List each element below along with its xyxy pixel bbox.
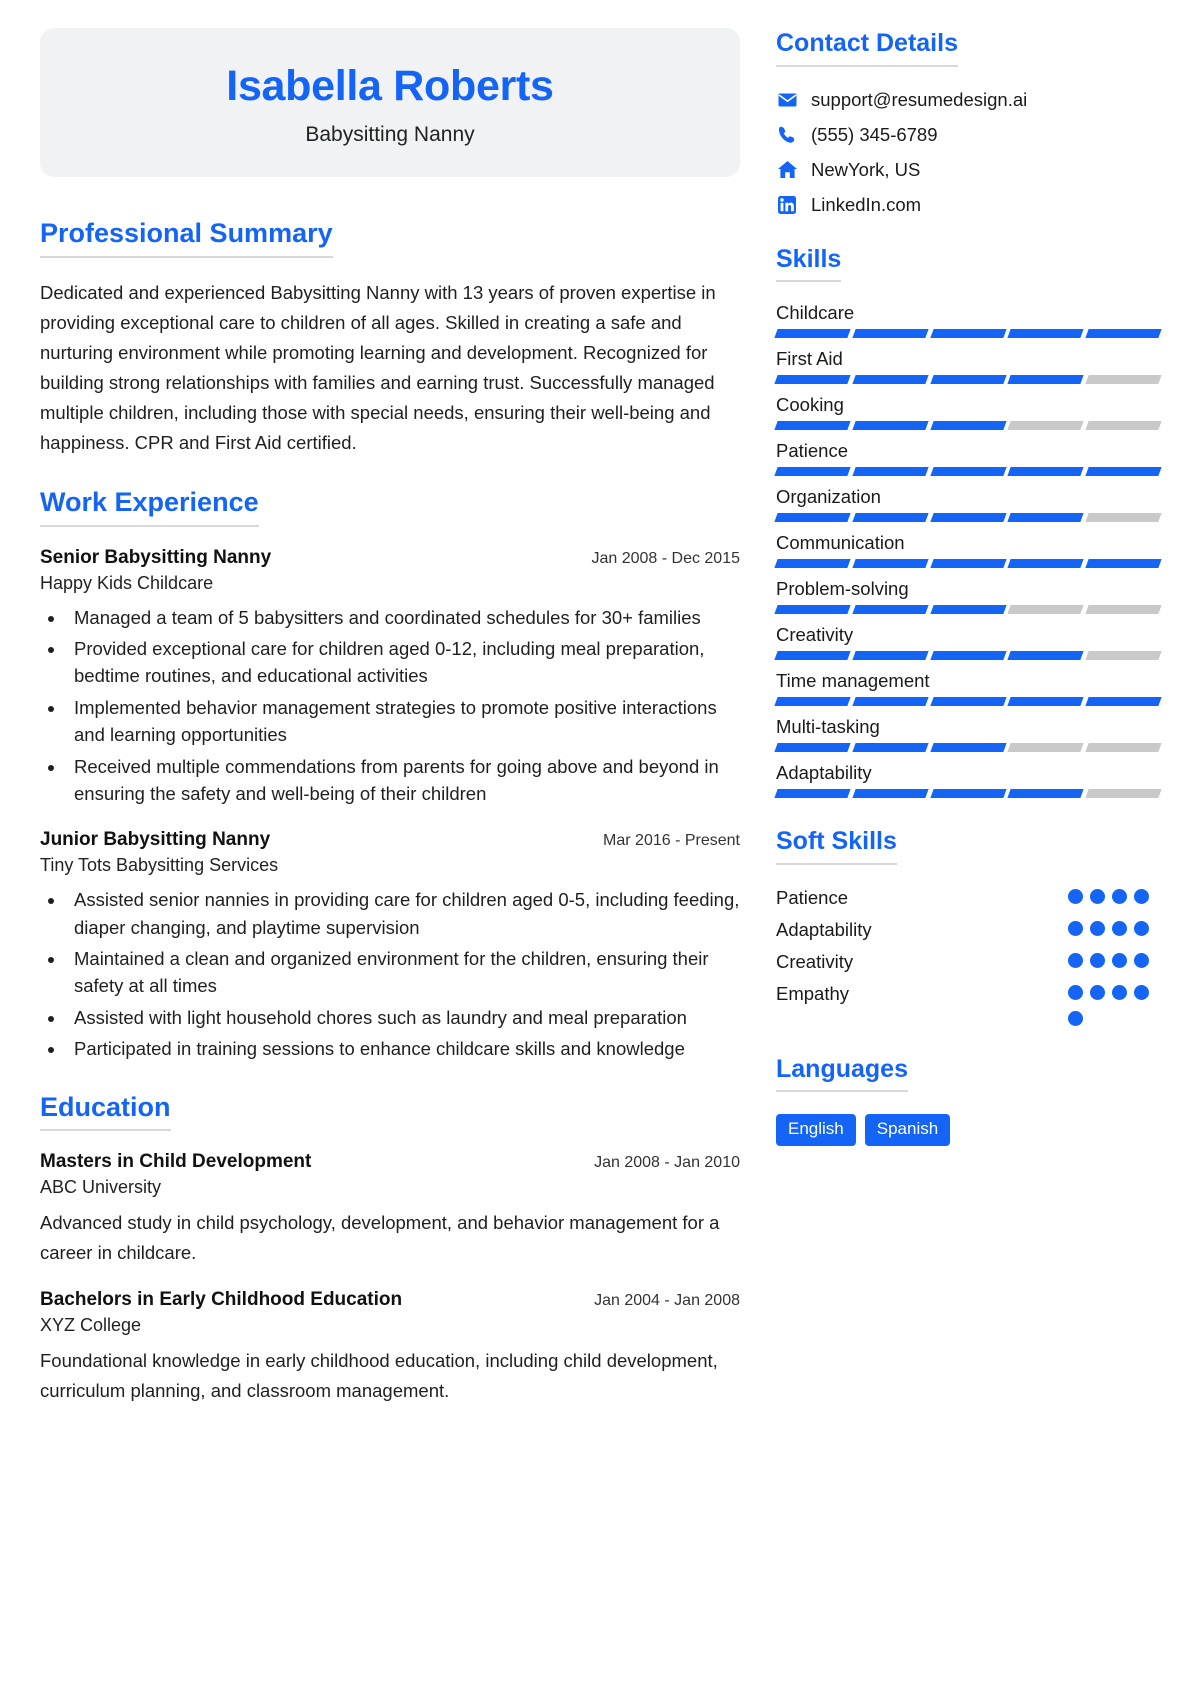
entry-bullet: • Maintained a clean and organized environment for the children, ensuring their safety at all times [66, 945, 740, 1000]
skill-item [776, 670, 1160, 706]
skill-bar-segment [774, 697, 850, 706]
entry-organization: Tiny Tots Babysitting Services [40, 855, 279, 876]
soft-skill-dot [1112, 889, 1127, 904]
skill-level-bar [776, 743, 1160, 752]
skill-label: Multi-tasking [776, 716, 880, 737]
soft-skill-item [776, 885, 1160, 909]
entry-title: Senior Babysitting Nanny [40, 546, 272, 568]
skill-bar-segment [1086, 697, 1162, 706]
contact-row[interactable] [776, 124, 1160, 146]
entry-title: Bachelors in Early Childhood Education [40, 1289, 403, 1311]
entry-header [40, 1289, 740, 1311]
entry-bullet-list [66, 604, 740, 808]
entry-date: Mar 2016 - Present [603, 832, 740, 850]
skill-label: Adaptability [776, 762, 872, 783]
skill-label: Problem-solving [776, 578, 909, 599]
skill-bar-segment [930, 697, 1006, 706]
linkedin-icon [776, 195, 798, 215]
skill-bar-segment [1008, 789, 1084, 798]
skill-bar-segment [1086, 559, 1162, 568]
skill-bar-segment [930, 375, 1006, 384]
skill-bar-segment [852, 421, 928, 430]
skill-bar-segment [1008, 651, 1084, 660]
skill-item [776, 348, 1160, 384]
skill-bar-segment [852, 605, 928, 614]
languages-section [776, 1056, 1160, 1146]
skill-bar-segment [1008, 467, 1084, 476]
skills-heading: Skills [776, 246, 841, 283]
skill-bar-segment [930, 467, 1006, 476]
soft-skill-dot [1134, 889, 1149, 904]
contact-value: LinkedIn.com [811, 193, 922, 215]
entry-date: Jan 2004 - Jan 2008 [594, 1292, 740, 1310]
soft-skills-heading: Soft Skills [776, 828, 897, 865]
skill-bar-segment [1086, 651, 1162, 660]
soft-skill-dot [1068, 953, 1083, 968]
soft-skill-dot [1134, 921, 1149, 936]
skill-bar-segment [852, 375, 928, 384]
summary-heading: Professional Summary [40, 219, 333, 258]
skill-label: Communication [776, 532, 905, 553]
soft-skill-label: Creativity [776, 950, 854, 972]
contact-value: support@resumedesign.ai [811, 88, 1028, 110]
education-entry [40, 1151, 740, 1267]
skill-bar-segment [774, 559, 850, 568]
skill-bar-segment [1008, 605, 1084, 614]
skill-bar-segment [1008, 743, 1084, 752]
skill-bar-segment [852, 743, 928, 752]
language-chip[interactable]: English [776, 1114, 856, 1146]
skill-bar-segment [774, 605, 850, 614]
soft-skill-dot [1090, 985, 1105, 1000]
education-section [40, 1093, 740, 1406]
skill-label: Time management [776, 670, 930, 691]
work-heading: Work Experience [40, 488, 259, 527]
entry-description: Foundational knowledge in early childhood education, including child development, curriculum planning, and classroom management. [40, 1350, 718, 1401]
skill-bar-segment [930, 789, 1006, 798]
entry-header [40, 829, 740, 851]
entry-title: Junior Babysitting Nanny [40, 829, 271, 851]
entry-header [40, 1151, 740, 1173]
skill-level-bar [776, 421, 1160, 430]
skill-bar-segment [1008, 513, 1084, 522]
skill-label: Patience [776, 440, 848, 461]
skill-bar-segment [774, 743, 850, 752]
envelope-icon [776, 90, 798, 110]
contact-row[interactable] [776, 89, 1160, 111]
work-entry-list [40, 547, 740, 1063]
skill-bar-segment [930, 421, 1006, 430]
skill-bar-segment [1008, 329, 1084, 338]
skill-bar-segment [774, 651, 850, 660]
skill-item [776, 578, 1160, 614]
entry-bullet-list [66, 886, 740, 1062]
soft-skill-dot [1112, 921, 1127, 936]
soft-skill-dot [1090, 889, 1105, 904]
soft-skill-dot [1068, 1011, 1083, 1026]
skill-item [776, 762, 1160, 798]
entry-bullet: • Implemented behavior management strategies to promote positive interactions and learning opportunities [66, 694, 740, 749]
soft-skill-dot [1068, 889, 1083, 904]
skill-item [776, 440, 1160, 476]
skill-bar-segment [1086, 513, 1162, 522]
skill-level-bar [776, 559, 1160, 568]
soft-skill-dot-rating [1068, 981, 1160, 1026]
contact-section [776, 30, 1160, 216]
entry-organization: XYZ College [40, 1315, 142, 1336]
education-entry [40, 1289, 740, 1405]
entry-organization: Happy Kids Childcare [40, 572, 214, 593]
education-heading: Education [40, 1093, 171, 1132]
skill-level-bar [776, 329, 1160, 338]
skill-bar-segment [774, 513, 850, 522]
skill-bar-segment [1008, 559, 1084, 568]
professional-summary-section [40, 219, 740, 458]
entry-date: Jan 2008 - Dec 2015 [591, 549, 740, 567]
contact-list [776, 89, 1160, 216]
skill-bar-segment [774, 421, 850, 430]
soft-skill-dot [1090, 953, 1105, 968]
skill-level-bar [776, 697, 1160, 706]
skill-level-bar [776, 375, 1160, 384]
skill-bar-segment [930, 651, 1006, 660]
language-chip[interactable]: Spanish [865, 1114, 950, 1146]
skill-bar-segment [1086, 375, 1162, 384]
skill-bar-segment [774, 467, 850, 476]
soft-skills-section [776, 828, 1160, 1026]
skill-bar-segment [1008, 421, 1084, 430]
soft-skill-dot-rating [1068, 885, 1160, 904]
skill-bar-segment [1086, 743, 1162, 752]
soft-skill-dot [1090, 921, 1105, 936]
candidate-role: Babysitting Nanny [305, 123, 475, 147]
skill-bar-segment [930, 605, 1006, 614]
contact-heading: Contact Details [776, 30, 958, 67]
skill-bar-segment [930, 513, 1006, 522]
soft-skill-dot [1134, 985, 1149, 1000]
contact-value: NewYork, US [811, 158, 921, 180]
soft-skill-dot-rating [1068, 917, 1160, 936]
entry-bullet: • Participated in training sessions to enhance childcare skills and knowledge [66, 1035, 740, 1062]
skill-level-bar [776, 467, 1160, 476]
skill-label: Childcare [776, 302, 855, 323]
work-entry [40, 829, 740, 1062]
soft-skill-dot [1112, 953, 1127, 968]
skill-label: First Aid [776, 348, 843, 369]
entry-bullet: • Assisted senior nannies in providing care for children aged 0-5, including feeding, diaper changing, and playtime supervision [66, 886, 740, 941]
skill-item [776, 394, 1160, 430]
skill-level-bar [776, 789, 1160, 798]
skill-bar-segment [1086, 329, 1162, 338]
skill-item [776, 486, 1160, 522]
work-experience-section [40, 488, 740, 1063]
entry-bullet: • Provided exceptional care for children aged 0-12, including meal preparation, bedtime routines, and educational activities [66, 635, 740, 690]
soft-skills-list [776, 885, 1160, 1026]
education-entry-list [40, 1151, 740, 1405]
skill-bar-segment [1086, 467, 1162, 476]
skill-item [776, 302, 1160, 338]
skill-bar-segment [930, 329, 1006, 338]
languages-heading: Languages [776, 1056, 908, 1093]
entry-organization: ABC University [40, 1177, 162, 1198]
skill-bar-segment [1008, 697, 1084, 706]
skill-bar-segment [930, 743, 1006, 752]
soft-skill-dot [1068, 985, 1083, 1000]
skill-bar-segment [774, 789, 850, 798]
home-icon [776, 160, 798, 180]
skill-bar-segment [930, 559, 1006, 568]
soft-skill-dot [1134, 953, 1149, 968]
soft-skill-item [776, 981, 1160, 1026]
skill-bar-segment [852, 651, 928, 660]
soft-skill-label: Patience [776, 886, 848, 908]
skill-bar-segment [852, 513, 928, 522]
skill-item [776, 624, 1160, 660]
skill-level-bar [776, 605, 1160, 614]
skill-label: Creativity [776, 624, 854, 645]
skill-bar-segment [1086, 605, 1162, 614]
entry-bullet: • Received multiple commendations from parents for going above and beyond in ensuring the safety and well-being of their children [66, 753, 740, 808]
soft-skill-label: Empathy [776, 982, 850, 1004]
skill-bar-segment [774, 329, 850, 338]
contact-row[interactable] [776, 194, 1160, 216]
soft-skill-item [776, 917, 1160, 941]
skill-level-bar [776, 513, 1160, 522]
skill-label: Organization [776, 486, 881, 507]
entry-date: Jan 2008 - Jan 2010 [594, 1154, 740, 1172]
skill-bar-segment [1086, 421, 1162, 430]
entry-title: Masters in Child Development [40, 1151, 312, 1173]
skill-bar-segment [1086, 789, 1162, 798]
header-card [40, 28, 740, 177]
contact-row[interactable] [776, 159, 1160, 181]
soft-skill-label: Adaptability [776, 918, 872, 940]
language-chip-list [776, 1114, 1160, 1146]
skill-bar-segment [852, 329, 928, 338]
skill-bar-segment [852, 467, 928, 476]
entry-description: Advanced study in child psychology, development, and behavior management for a career in childcare. [40, 1212, 720, 1263]
work-entry [40, 547, 740, 808]
skills-list [776, 302, 1160, 798]
skill-bar-segment [852, 789, 928, 798]
contact-value: (555) 345-6789 [811, 123, 938, 145]
skills-section [776, 246, 1160, 799]
phone-icon [776, 125, 798, 145]
skill-level-bar [776, 651, 1160, 660]
summary-text: Dedicated and experienced Babysitting Nanny with 13 years of proven expertise in providing exceptional care to children of all ages. Skilled in creating a safe and nurturing environment while promoting learning and development. Recognized for building strong relationships with families and earning trust. Successfully managed multiple children, including those with special needs, ensuring their well-being and happiness. CPR and First Aid certified. [40, 282, 716, 453]
candidate-name: Isabella Roberts [226, 62, 554, 110]
soft-skill-dot [1112, 985, 1127, 1000]
skill-bar-segment [1008, 375, 1084, 384]
skill-item [776, 532, 1160, 568]
soft-skill-dot [1068, 921, 1083, 936]
entry-bullet: • Assisted with light household chores such as laundry and meal preparation [66, 1004, 740, 1031]
skill-bar-segment [852, 697, 928, 706]
skill-bar-segment [774, 375, 850, 384]
soft-skill-dot-rating [1068, 949, 1160, 968]
skill-item [776, 716, 1160, 752]
sidebar-column [740, 0, 1200, 1176]
soft-skill-item [776, 949, 1160, 973]
skill-bar-segment [852, 559, 928, 568]
entry-header [40, 547, 740, 569]
entry-bullet: • Managed a team of 5 babysitters and coordinated schedules for 30+ families [66, 604, 740, 631]
skill-label: Cooking [776, 394, 844, 415]
